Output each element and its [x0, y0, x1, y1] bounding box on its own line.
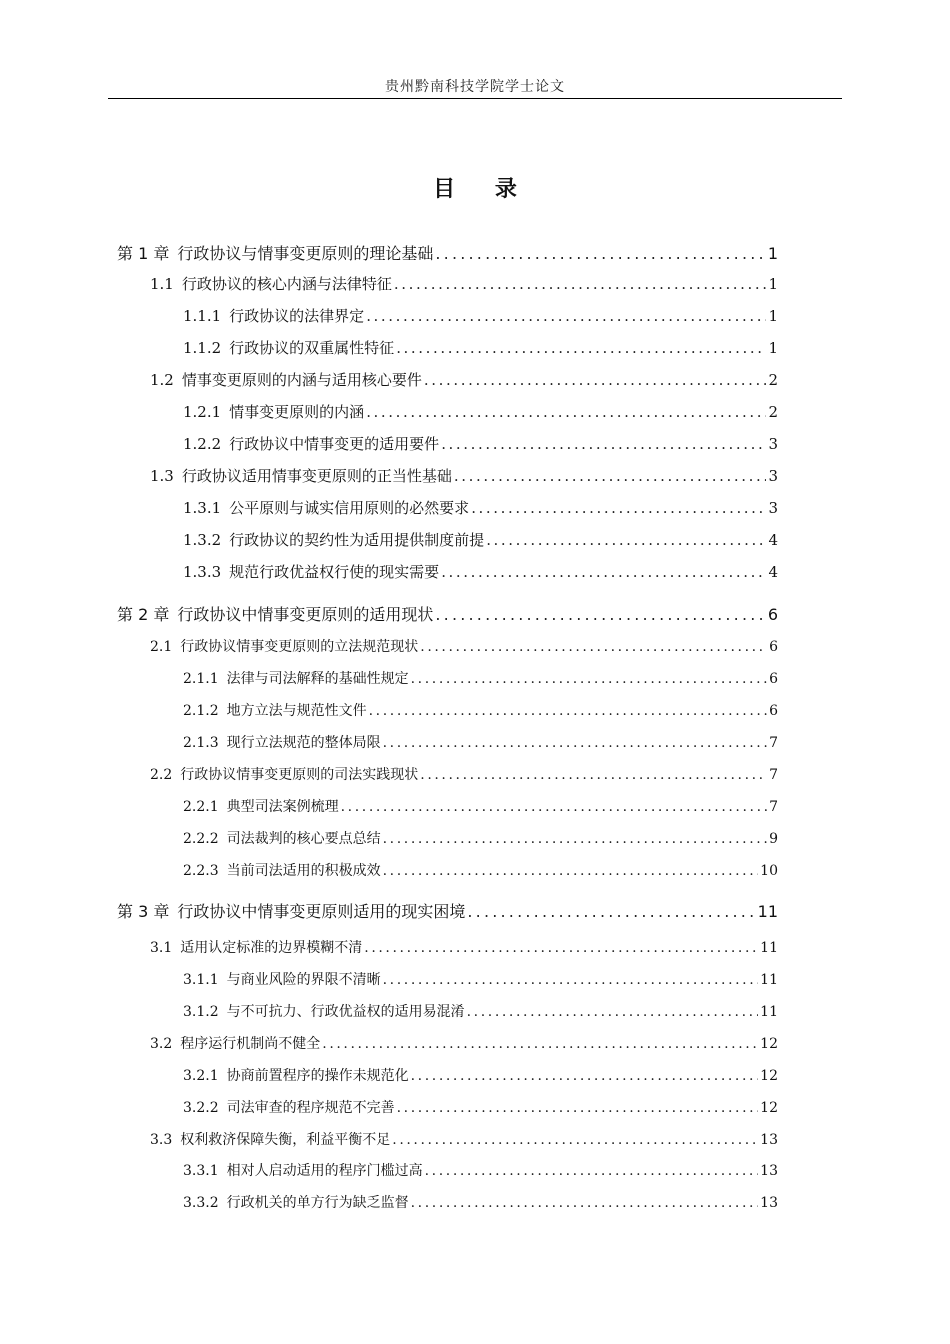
dot-leader: [486, 531, 766, 549]
toc-subsection-1-2-2[interactable]: [183, 433, 778, 454]
toc-text: 情事变更原则的内涵与适用核心要件: [181, 371, 422, 389]
dot-leader: [454, 467, 767, 485]
toc-text: 现行立法规范的整体局限: [226, 735, 381, 751]
dot-leader: [383, 972, 759, 988]
toc-section-1-2[interactable]: [150, 369, 778, 390]
toc-subsection-1-1-2[interactable]: [183, 337, 778, 358]
toc-section-3-1[interactable]: [150, 937, 778, 957]
toc-subsection-1-2-1[interactable]: [183, 401, 778, 422]
dot-leader: [441, 563, 766, 581]
toc-page-number: 11: [760, 940, 778, 956]
toc-text: 情事变更原则的内涵: [229, 403, 365, 421]
toc-page-number: 1: [768, 339, 778, 357]
toc-section-3-3[interactable]: [150, 1129, 778, 1149]
toc-page-number: 3: [768, 499, 778, 517]
toc-number: 3.2.2: [183, 1100, 219, 1116]
header-rule: [108, 98, 842, 99]
toc-subsection-3-3-1[interactable]: [183, 1160, 778, 1180]
toc-page-number: 1: [768, 275, 778, 293]
dot-leader: [383, 831, 767, 847]
toc-number: 第 3 章: [117, 902, 170, 921]
toc-number: 1.1: [150, 275, 174, 293]
toc-text: 行政协议情事变更原则的立法规范现状: [180, 639, 419, 655]
toc-subsection-3-2-1[interactable]: [183, 1065, 778, 1085]
toc-section-3-2[interactable]: [150, 1033, 778, 1053]
toc-number: 1.3: [150, 467, 174, 485]
toc-text: 协商前置程序的操作未规范化: [226, 1068, 409, 1084]
toc-page-number: 2: [768, 371, 778, 389]
toc-number: 2.1.2: [183, 703, 219, 719]
toc-number: 1.2.1: [183, 403, 222, 421]
toc-text: 法律与司法解释的基础性规定: [226, 671, 409, 687]
toc-number: 2.1: [150, 639, 173, 655]
toc-page-number: 7: [769, 767, 778, 783]
toc-page-number: 12: [760, 1036, 778, 1052]
toc-number: 3.1.2: [183, 1004, 219, 1020]
toc-text: 地方立法与规范性文件: [226, 703, 367, 719]
dot-leader: [467, 1004, 759, 1020]
toc-page-number: 3: [768, 435, 778, 453]
toc-section-1-3[interactable]: [150, 465, 778, 486]
toc-subsection-2-2-3[interactable]: [183, 860, 778, 880]
toc-subsection-2-1-2[interactable]: [183, 700, 778, 720]
toc-text: 行政协议情事变更原则的司法实践现状: [180, 767, 419, 783]
toc-page-number: 4: [768, 531, 778, 549]
toc-subsection-3-3-2[interactable]: [183, 1192, 778, 1212]
toc-number: 3.3.2: [183, 1195, 219, 1211]
toc-section-2-2[interactable]: [150, 764, 778, 784]
dot-leader: [394, 275, 767, 293]
toc-subsection-3-1-1[interactable]: [183, 969, 778, 989]
dot-leader: [425, 1163, 759, 1179]
toc-number: 3.3: [150, 1132, 173, 1148]
dot-leader: [441, 435, 766, 453]
dot-leader: [397, 1100, 759, 1116]
dot-leader: [435, 244, 765, 263]
toc-text: 当前司法适用的积极成效: [226, 863, 381, 879]
toc-number: 2.2.3: [183, 863, 219, 879]
dot-leader: [424, 371, 767, 389]
toc-number: 3.3.1: [183, 1163, 219, 1179]
toc-page-number: 1: [768, 307, 778, 325]
toc-subsection-1-3-2[interactable]: [183, 529, 778, 550]
toc-text: 行政协议适用情事变更原则的正当性基础: [181, 467, 452, 485]
toc-number: 3.1.1: [183, 972, 219, 988]
toc-subsection-2-2-2[interactable]: [183, 828, 778, 848]
toc-page-number: 6: [769, 671, 778, 687]
toc-section-2-1[interactable]: [150, 636, 778, 656]
toc-chapter-2[interactable]: [117, 602, 778, 625]
toc-text: 行政协议的法律界定: [229, 307, 365, 325]
toc-number: 1.1.2: [183, 339, 222, 357]
toc-page-number: 6: [767, 605, 778, 624]
toc-number: 2.2: [150, 767, 173, 783]
toc-subsection-2-2-1[interactable]: [183, 796, 778, 816]
dot-leader: [341, 799, 767, 815]
dot-leader: [411, 671, 767, 687]
toc-number: 2.1.1: [183, 671, 219, 687]
toc-text: 行政协议与情事变更原则的理论基础: [177, 244, 434, 263]
toc-number: 1.3.3: [183, 563, 222, 581]
dot-leader: [411, 1195, 759, 1211]
toc-text: 行政协议的契约性为适用提供制度前提: [229, 531, 485, 549]
toc-page-number: 11: [760, 972, 778, 988]
toc-page-number: 7: [769, 799, 778, 815]
toc-page-number: 12: [760, 1100, 778, 1116]
toc-subsection-1-3-1[interactable]: [183, 497, 778, 518]
toc-number: 1.3.1: [183, 499, 222, 517]
toc-page-number: 9: [769, 831, 778, 847]
toc-page-number: 11: [757, 902, 778, 921]
dot-leader: [411, 1068, 759, 1084]
running-header: 贵州黔南科技学院学士论文: [385, 79, 565, 95]
toc-subsection-1-1-1[interactable]: [183, 305, 778, 326]
toc-text: 程序运行机制尚不健全: [180, 1036, 321, 1052]
toc-chapter-1[interactable]: [117, 241, 778, 264]
dot-leader: [420, 639, 767, 655]
toc-number: 第 2 章: [117, 605, 170, 624]
toc-text: 规范行政优益权行使的现实需要: [229, 563, 440, 581]
toc-text: 行政协议中情事变更的适用要件: [229, 435, 440, 453]
toc-text: 适用认定标准的边界模糊不清: [180, 940, 363, 956]
dot-leader: [369, 703, 767, 719]
toc-number: 第 1 章: [117, 244, 170, 263]
toc-number: 2.2.1: [183, 799, 219, 815]
toc-text: 司法审查的程序规范不完善: [226, 1100, 395, 1116]
toc-page-number: 3: [768, 467, 778, 485]
toc-text: 公平原则与诚实信用原则的必然要求: [229, 499, 470, 517]
toc-page-number: 13: [760, 1163, 778, 1179]
toc-subsection-2-1-1[interactable]: [183, 668, 778, 688]
toc-number: 1.2.2: [183, 435, 222, 453]
toc-text: 与不可抗力、行政优益权的适用易混淆: [226, 1004, 465, 1020]
toc-subsection-2-1-3[interactable]: [183, 732, 778, 752]
toc-number: 2.2.2: [183, 831, 219, 847]
dot-leader: [383, 863, 759, 879]
toc-page-number: 13: [760, 1195, 778, 1211]
toc-subsection-1-3-3[interactable]: [183, 561, 778, 582]
toc-text: 司法裁判的核心要点总结: [226, 831, 381, 847]
toc-page-number: 12: [760, 1068, 778, 1084]
toc-page-number: 6: [769, 703, 778, 719]
page-title: 目 录: [433, 177, 533, 202]
toc-text: 典型司法案例梳理: [226, 799, 339, 815]
toc-text: 相对人启动适用的程序门槛过高: [226, 1163, 423, 1179]
toc-number: 1.2: [150, 371, 174, 389]
toc-number: 1.3.2: [183, 531, 222, 549]
dot-leader: [435, 605, 765, 624]
toc-chapter-3[interactable]: [117, 899, 778, 922]
toc-section-1-1[interactable]: [150, 273, 778, 294]
toc-text: 行政协议中情事变更原则适用的现实困境: [177, 902, 466, 921]
toc-page-number: 10: [760, 863, 778, 879]
toc-text: 行政协议中情事变更原则的适用现状: [177, 605, 434, 624]
toc-text: 权利救济保障失衡，利益平衡不足: [180, 1132, 391, 1148]
toc-page-number: 1: [767, 244, 778, 263]
toc-number: 3.2.1: [183, 1068, 219, 1084]
toc-text: 行政协议的双重属性特征: [229, 339, 395, 357]
dot-leader: [383, 735, 767, 751]
dot-leader: [467, 902, 755, 921]
toc-text: 行政机关的单方行为缺乏监督: [226, 1195, 409, 1211]
toc-page-number: 6: [769, 639, 778, 655]
toc-page-number: 13: [760, 1132, 778, 1148]
toc-subsection-3-2-2[interactable]: [183, 1097, 778, 1117]
dot-leader: [364, 940, 758, 956]
toc-page-number: 2: [768, 403, 778, 421]
dot-leader: [471, 499, 766, 517]
toc-number: 2.1.3: [183, 735, 219, 751]
toc-text: 与商业风险的界限不清晰: [226, 972, 381, 988]
dot-leader: [392, 1132, 758, 1148]
toc-text: 行政协议的核心内涵与法律特征: [181, 275, 392, 293]
dot-leader: [420, 767, 767, 783]
toc-number: 1.1.1: [183, 307, 222, 325]
dot-leader: [366, 403, 766, 421]
toc-page-number: 7: [769, 735, 778, 751]
dot-leader: [322, 1036, 758, 1052]
dot-leader: [366, 307, 766, 325]
toc-subsection-3-1-2[interactable]: [183, 1001, 778, 1021]
dot-leader: [396, 339, 766, 357]
toc-page-number: 4: [768, 563, 778, 581]
toc-page-number: 11: [760, 1004, 778, 1020]
toc-number: 3.1: [150, 940, 173, 956]
toc-number: 3.2: [150, 1036, 173, 1052]
